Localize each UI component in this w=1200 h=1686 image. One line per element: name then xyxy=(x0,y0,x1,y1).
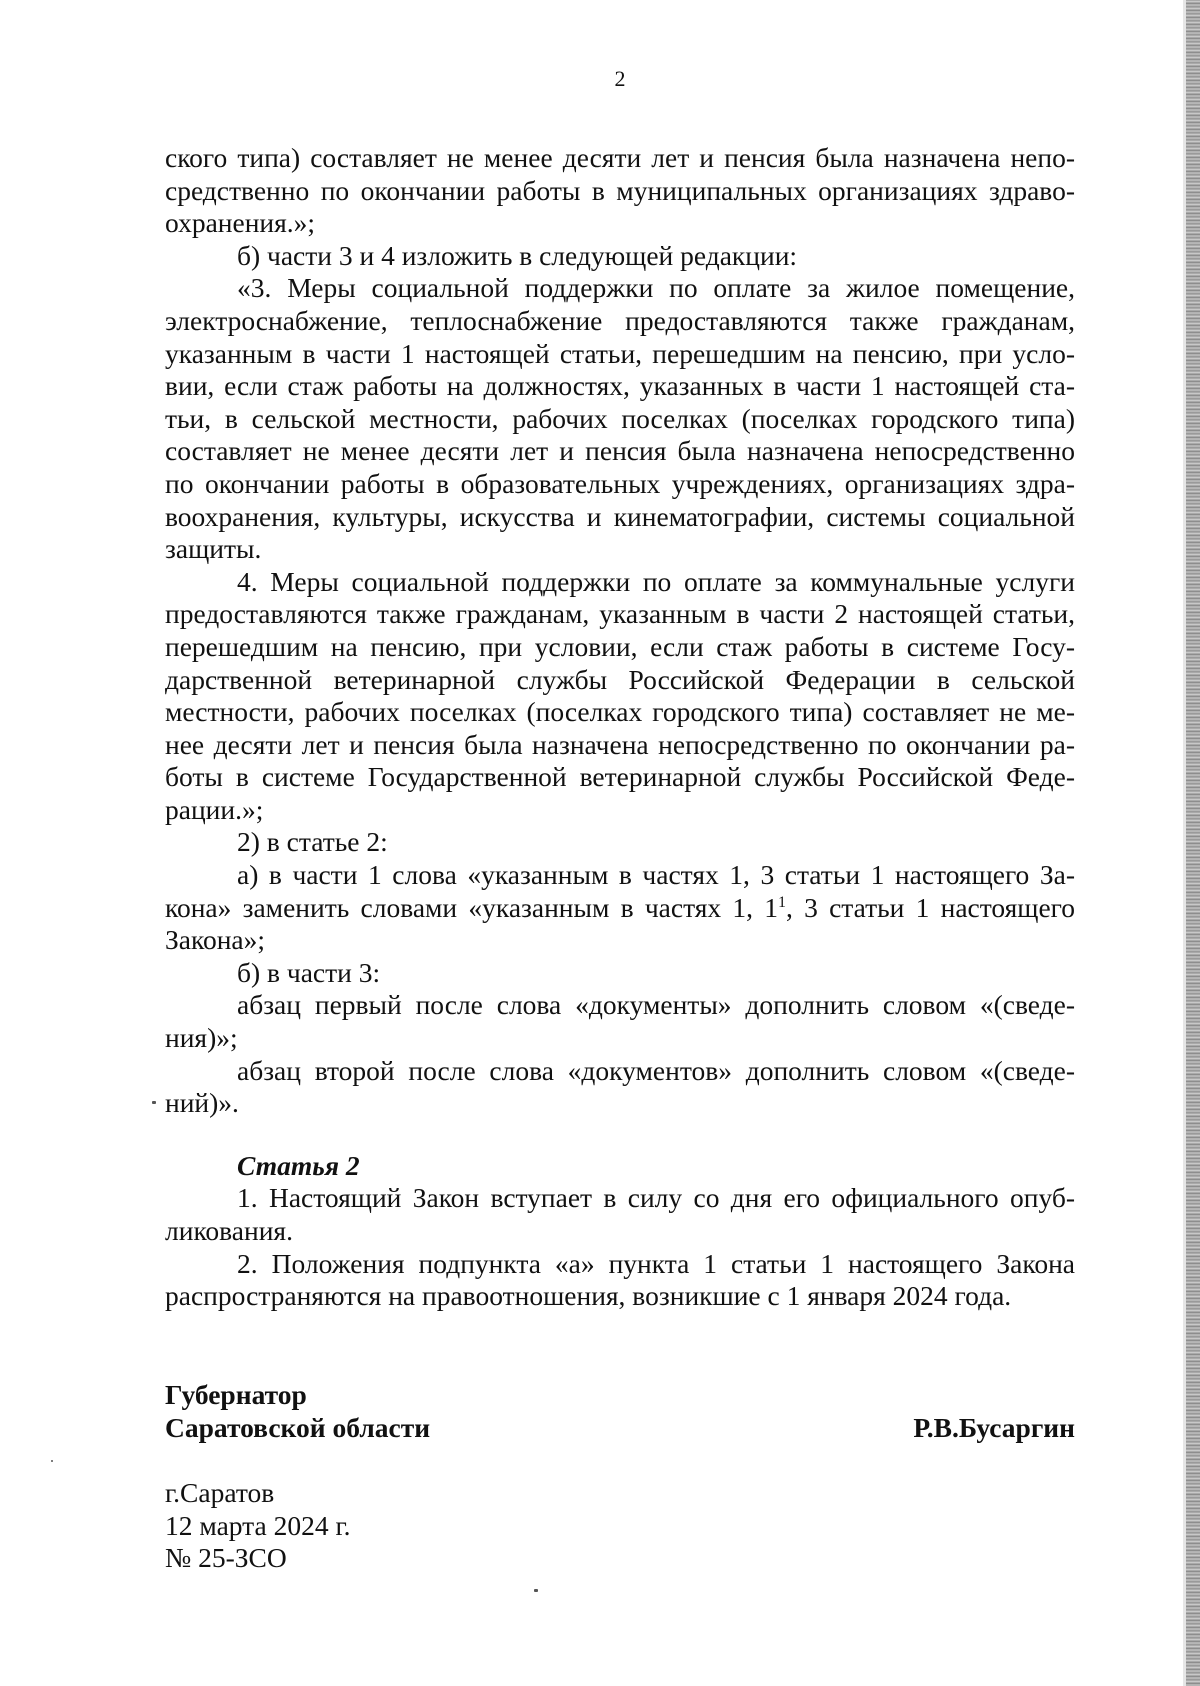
text-line: 4. Меры социальной поддержки по оплате за коммунальные услуги xyxy=(237,565,1075,597)
text-line: вии, если стаж работы на должностях, указанных в части 1 настоящей ста- xyxy=(165,370,1075,402)
page-number: 2 xyxy=(614,66,626,91)
text-line: 1. Настоящий Закон вступает в силу со дня его официального опуб- xyxy=(237,1182,1075,1214)
signatory-title: Губернатор xyxy=(165,1379,307,1410)
signature-block xyxy=(165,1379,1075,1444)
text-line: тьи, в сельской местности, рабочих поселках (поселках городского типа) xyxy=(165,402,1075,434)
text-fragment: кона» заменить словами «указанным в частях 1, 1 xyxy=(165,891,778,923)
text-line: средственно по окончании работы в муниципальных организациях здраво- xyxy=(165,174,1075,206)
text-fragment: , 3 статьи 1 настоящего xyxy=(785,891,1075,923)
text-line: Закона»; xyxy=(165,924,266,956)
place-date-block xyxy=(165,1477,665,1575)
text-line: а) в части 1 слова «указанным в частях 1, 3 статьи 1 настоящего За- xyxy=(237,859,1075,891)
text-line: б) части 3 и 4 изложить в следующей редакции: xyxy=(237,239,798,271)
signatory-region: Саратовской области xyxy=(165,1411,431,1443)
text-line-with-superscript xyxy=(165,892,1075,925)
text-line: электроснабжение, теплоснабжение предоставляются также гражданам, xyxy=(165,304,1075,336)
text-line: охранения.»; xyxy=(165,207,316,239)
scan-speck xyxy=(152,1101,156,1104)
text-line: 2. Положения подпункта «а» пункта 1 статьи 1 настоящего Закона xyxy=(237,1247,1075,1279)
text-line: предоставляются также гражданам, указанным в части 2 настоящей статьи, xyxy=(165,598,1075,630)
text-line: ний)». xyxy=(165,1087,239,1119)
text-line: дарственной ветеринарной службы Российской Федерации в сельской xyxy=(165,663,1075,695)
document-number: № 25-ЗСО xyxy=(165,1542,287,1574)
text-line: нее десяти лет и пенсия была назначена непосредственно по окончании ра- xyxy=(165,728,1075,760)
text-line: распространяются на правоотношения, возникшие с 1 января 2024 года. xyxy=(165,1280,1012,1312)
text-line: рации.»; xyxy=(165,793,264,825)
text-line: ния)»; xyxy=(165,1022,238,1054)
city: г.Саратов xyxy=(165,1477,275,1508)
signatory-name: Р.В.Бусаргин xyxy=(913,1411,1075,1443)
text-line: составляет не менее десяти лет и пенсия была назначена непосредственно xyxy=(165,435,1075,467)
law-body-text xyxy=(165,142,1075,1313)
text-line: воохранения, культуры, искусства и кинематографии, системы социальной xyxy=(165,500,1075,532)
text-line: 2) в статье 2: xyxy=(237,826,388,858)
text-line: перешедшим на пенсию, при условии, если стаж работы в системе Госу- xyxy=(165,630,1075,662)
text-line: по окончании работы в образовательных учреждениях, организациях здра- xyxy=(165,467,1075,499)
scan-speck xyxy=(51,1460,53,1462)
text-line: указанным в части 1 настоящей статьи, перешедшим на пенсию, при усло- xyxy=(165,337,1075,369)
scan-speck xyxy=(534,1589,538,1592)
scan-edge-shadow xyxy=(1186,0,1200,1686)
superscript: 1 xyxy=(777,893,786,911)
text-line: абзац первый после слова «документы» дополнить словом «(сведе- xyxy=(237,989,1075,1021)
text-line: ского типа) составляет не менее десяти лет и пенсия была назначена непо- xyxy=(165,142,1075,173)
article-heading: Статья 2 xyxy=(237,1149,360,1181)
text-line: боты в системе Государственной ветеринарной службы Российской Феде- xyxy=(165,761,1075,793)
text-line: защиты. xyxy=(165,533,262,565)
text-line: местности, рабочих поселках (поселках городского типа) составляет не ме- xyxy=(165,696,1075,728)
spacer xyxy=(165,1120,1075,1150)
date: 12 марта 2024 г. xyxy=(165,1509,351,1541)
text-line: ликования. xyxy=(165,1215,293,1246)
text-line: б) в части 3: xyxy=(237,956,381,988)
text-line: «3. Меры социальной поддержки по оплате за жилое помещение, xyxy=(237,272,1075,304)
text-line: абзац второй после слова «документов» дополнить словом «(сведе- xyxy=(237,1054,1075,1086)
